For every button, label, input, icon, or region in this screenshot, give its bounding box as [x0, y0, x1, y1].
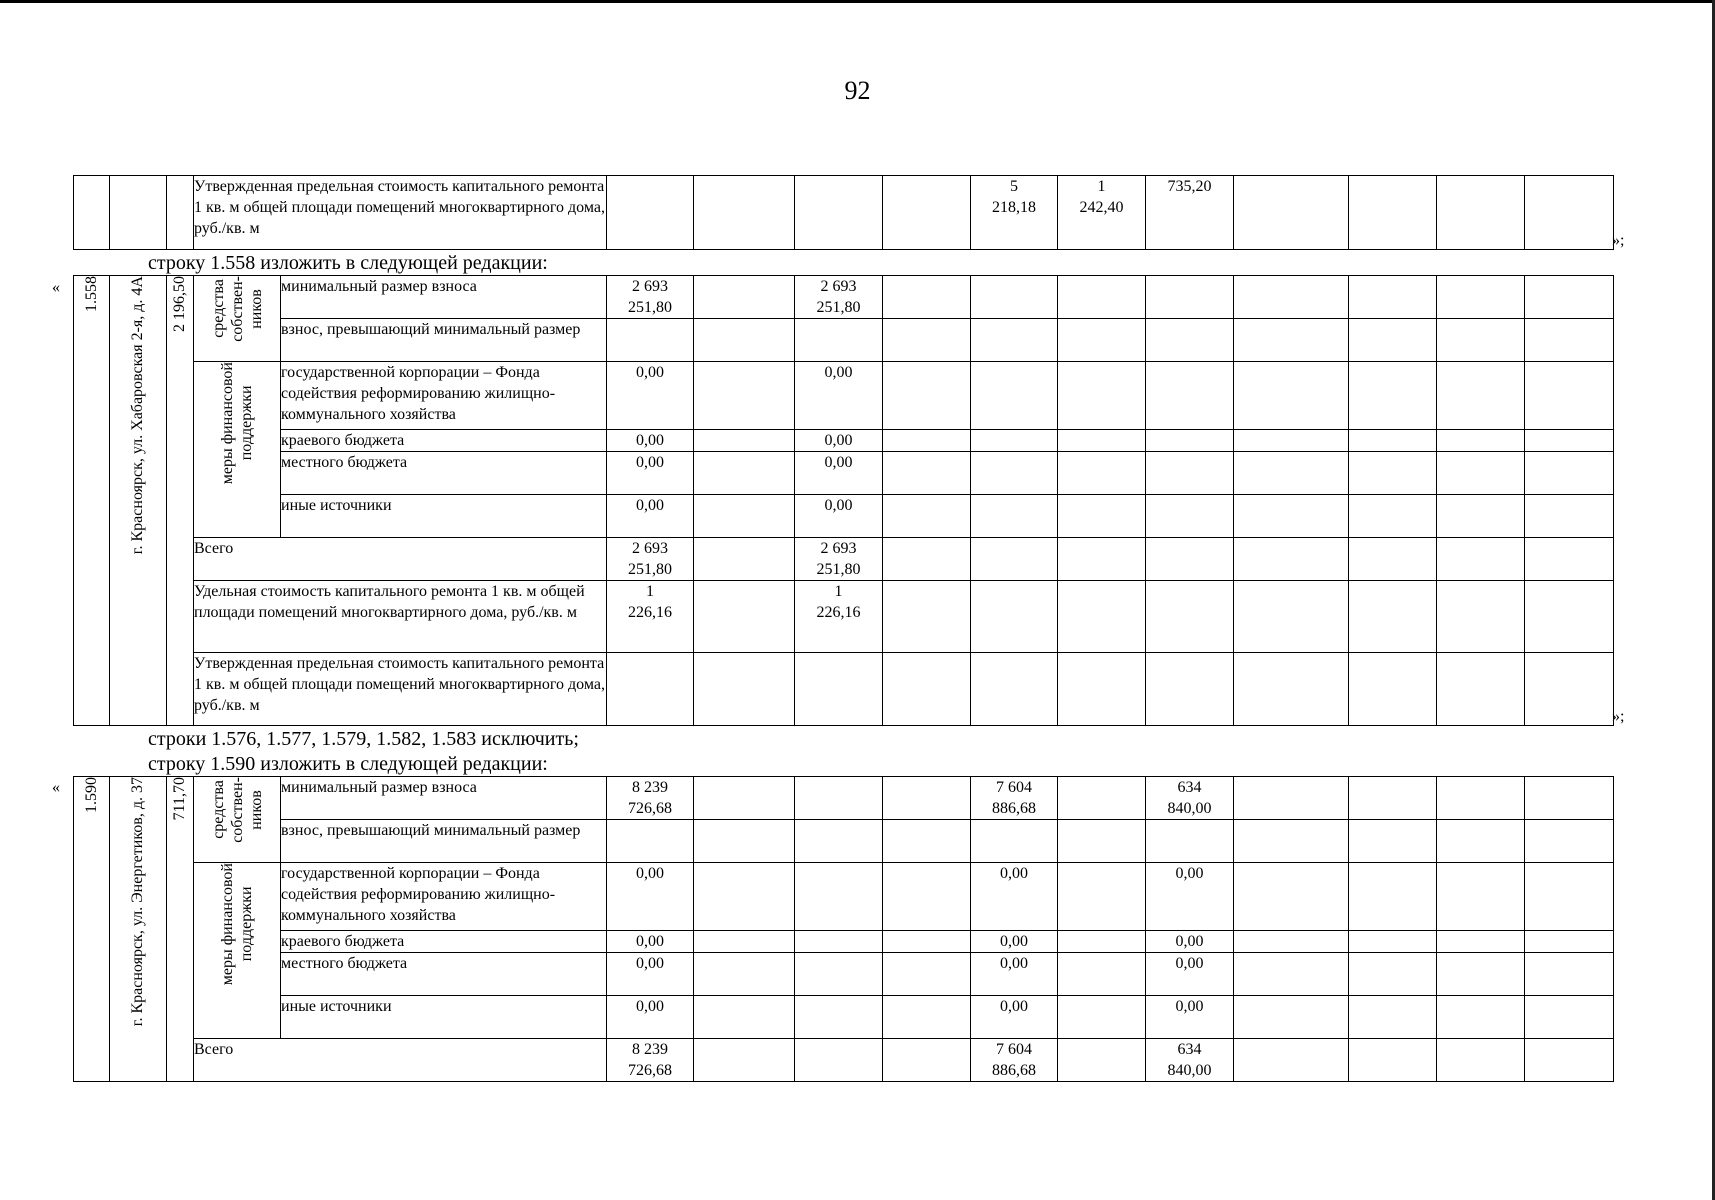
cell: [1146, 820, 1234, 863]
opening-quote: «: [52, 779, 60, 796]
cell: [694, 430, 795, 452]
cell: [1234, 362, 1349, 430]
cell: [1437, 276, 1525, 319]
cell: [1437, 319, 1525, 362]
cell: [1525, 276, 1614, 319]
cell: [1234, 996, 1349, 1039]
cell: [607, 820, 694, 863]
support-group-cell: [194, 362, 281, 538]
cell: [971, 538, 1058, 581]
cell: [883, 430, 971, 452]
cell: [1525, 581, 1614, 653]
support-group-label: меры финансовой поддержки: [219, 863, 255, 986]
row-number-cell: [74, 777, 110, 1082]
cell: [1437, 362, 1525, 430]
cell: [795, 820, 883, 863]
cell: [1234, 777, 1349, 820]
cell: [1437, 653, 1525, 726]
cell: [883, 863, 971, 931]
instruction-edit-1590: строку 1.590 изложить в следующей редакции:: [148, 753, 548, 775]
cell: [1437, 820, 1525, 863]
cell: [883, 538, 971, 581]
value-cell: 0,00: [1146, 931, 1234, 953]
value-cell: 0,00: [795, 430, 883, 452]
cell: [795, 1039, 883, 1082]
cell: [694, 362, 795, 430]
row-number: 1.590: [82, 777, 100, 813]
cell: [883, 176, 971, 250]
cell: [1234, 653, 1349, 726]
cell: [694, 581, 795, 653]
cell: [1525, 1039, 1614, 1082]
row-label: краевого бюджета: [281, 931, 607, 953]
cell: [694, 996, 795, 1039]
cell: [607, 319, 694, 362]
cell: [1234, 863, 1349, 931]
cell: [971, 820, 1058, 863]
opening-quote: «: [52, 279, 60, 296]
value-cell: 0,00: [795, 362, 883, 430]
value-cell: 0,00: [607, 996, 694, 1039]
cell: [795, 176, 883, 250]
cell: [694, 1039, 795, 1082]
cell: [694, 863, 795, 931]
cell: [110, 176, 167, 250]
row-label: иные источники: [281, 996, 607, 1039]
cell: [795, 931, 883, 953]
cell: [1058, 362, 1146, 430]
cell: [883, 996, 971, 1039]
cell: [1525, 996, 1614, 1039]
cell: [1058, 452, 1146, 495]
closing-quote: »;: [1612, 232, 1625, 249]
owners-group-cell: [194, 777, 281, 863]
cell: [1234, 538, 1349, 581]
value-cell: 634 840,00: [1146, 1039, 1234, 1082]
value-cell: 2 693 251,80: [607, 538, 694, 581]
cell: [1349, 996, 1437, 1039]
closing-quote: »;: [1612, 708, 1625, 725]
address-cell: [110, 777, 167, 1082]
cell: [694, 653, 795, 726]
cell: [1234, 1039, 1349, 1082]
cell: [1437, 1039, 1525, 1082]
area-cell: [167, 276, 194, 726]
row-label: местного бюджета: [281, 953, 607, 996]
cell: [1525, 452, 1614, 495]
cell: [883, 777, 971, 820]
cell: [1058, 581, 1146, 653]
cell: [795, 996, 883, 1039]
cell: [1349, 362, 1437, 430]
cell: [1234, 319, 1349, 362]
cell: [1349, 452, 1437, 495]
cell: [1437, 538, 1525, 581]
cell: [1437, 495, 1525, 538]
cell: [694, 176, 795, 250]
row-number: 1.558: [82, 276, 100, 312]
cell: [1349, 495, 1437, 538]
cell: [795, 863, 883, 931]
cell: [694, 538, 795, 581]
cell: [1349, 820, 1437, 863]
cell: [694, 820, 795, 863]
value-cell: 0,00: [607, 362, 694, 430]
cell: [883, 820, 971, 863]
cell: [1234, 953, 1349, 996]
cell: [694, 452, 795, 495]
value-cell: 0,00: [607, 430, 694, 452]
cell: [883, 653, 971, 726]
cell: [1525, 176, 1614, 250]
row-label: минимальный размер взноса: [281, 777, 607, 820]
cell: [1437, 176, 1525, 250]
cell: [1525, 319, 1614, 362]
cell: [1234, 276, 1349, 319]
cell: [1234, 931, 1349, 953]
value-cell: 0,00: [795, 495, 883, 538]
cell: [694, 777, 795, 820]
address: г. Красноярск, ул. Энергетиков, д. 37: [129, 777, 146, 1027]
cell: [883, 319, 971, 362]
cell: [1525, 495, 1614, 538]
cell: [795, 319, 883, 362]
row-label: взнос, превышающий минимальный размер: [281, 820, 607, 863]
cell: [1525, 362, 1614, 430]
cell: [883, 953, 971, 996]
cell: [1234, 495, 1349, 538]
value-cell: 0,00: [971, 996, 1058, 1039]
cell: [971, 452, 1058, 495]
cell: [1525, 953, 1614, 996]
total-label: Всего: [194, 1039, 607, 1082]
value-cell: 8 239 726,68: [607, 777, 694, 820]
cell: [1525, 777, 1614, 820]
support-group-cell: [194, 863, 281, 1039]
cell: [1349, 276, 1437, 319]
cell: [1146, 538, 1234, 581]
owners-group-cell: [194, 276, 281, 362]
top-border-line: [0, 0, 1715, 3]
row-label: местного бюджета: [281, 452, 607, 495]
area: 2 196,50: [171, 276, 188, 332]
row-number-cell: [74, 276, 110, 726]
cell: [795, 777, 883, 820]
cell: [1058, 777, 1146, 820]
cell: [74, 176, 110, 250]
total-label: Всего: [194, 538, 607, 581]
cell: [1058, 495, 1146, 538]
cell: [607, 176, 694, 250]
cell: [1146, 276, 1234, 319]
value-cell: 0,00: [971, 953, 1058, 996]
cell: [1058, 953, 1146, 996]
row-label: минимальный размер взноса: [281, 276, 607, 319]
support-group-label: меры финансовой поддержки: [219, 362, 255, 485]
row-label: краевого бюджета: [281, 430, 607, 452]
cell: [1525, 538, 1614, 581]
cell: [1146, 319, 1234, 362]
value-cell: 0,00: [1146, 953, 1234, 996]
value-cell: 7 604 886,68: [971, 777, 1058, 820]
cell: [1058, 931, 1146, 953]
address: г. Красноярск, ул. Хабаровская 2-я, д. 4А: [129, 276, 146, 555]
cell: [1437, 996, 1525, 1039]
instruction-edit-1558: строку 1.558 изложить в следующей редакции:: [148, 252, 548, 274]
cell: [795, 653, 883, 726]
value-cell: 2 693 251,80: [795, 538, 883, 581]
cell: [694, 931, 795, 953]
row-label: государственной корпорации – Фонда содействия реформированию жилищно-коммунального хозяйства: [281, 362, 607, 430]
value-cell: 2 693 251,80: [607, 276, 694, 319]
value-cell: 0,00: [971, 863, 1058, 931]
cell: [971, 653, 1058, 726]
page-number: 92: [844, 76, 871, 105]
cell: [1146, 653, 1234, 726]
cell: [971, 495, 1058, 538]
row-label: взнос, превышающий минимальный размер: [281, 319, 607, 362]
value-cell: 8 239 726,68: [607, 1039, 694, 1082]
cell: [1058, 863, 1146, 931]
cell: [883, 276, 971, 319]
table-fragment: [73, 175, 1614, 250]
value-cell: 2 693 251,80: [795, 276, 883, 319]
value-cell: 0,00: [607, 931, 694, 953]
cell: [1349, 581, 1437, 653]
value-cell: 0,00: [607, 863, 694, 931]
fragment-label: Утвержденная предельная стоимость капитального ремонта 1 кв. м общей площади помещений многоквартирного дома, руб./кв. м: [194, 176, 607, 250]
cell: [1349, 319, 1437, 362]
cell: [1146, 362, 1234, 430]
table-row-1558: [73, 275, 1614, 726]
cell: [1349, 653, 1437, 726]
cell: [1349, 538, 1437, 581]
value-cell: 1 226,16: [607, 581, 694, 653]
cell: [1349, 863, 1437, 931]
cell: [1234, 452, 1349, 495]
cell: [1437, 931, 1525, 953]
cell: [694, 953, 795, 996]
value-cell: 0,00: [795, 452, 883, 495]
cell: [1146, 581, 1234, 653]
cell: [1058, 538, 1146, 581]
value-cell: 7 604 886,68: [971, 1039, 1058, 1082]
owners-group-label: средства собствен- ников: [209, 276, 265, 342]
cell: [971, 319, 1058, 362]
cell: [1349, 1039, 1437, 1082]
cell: [1437, 777, 1525, 820]
cell: [1437, 863, 1525, 931]
cell: [1525, 820, 1614, 863]
cell: [1525, 653, 1614, 726]
cell: [1146, 495, 1234, 538]
row-label: иные источники: [281, 495, 607, 538]
cell: [795, 953, 883, 996]
value-cell: 5 218,18: [971, 176, 1058, 250]
cell: [1058, 276, 1146, 319]
area: 711,70: [171, 777, 188, 821]
value-cell: 0,00: [607, 953, 694, 996]
value-cell: 0,00: [607, 495, 694, 538]
cell: [1349, 953, 1437, 996]
cell: [1058, 430, 1146, 452]
unit-cost-label: Удельная стоимость капитального ремонта 1 кв. м общей площади помещений многоквартирного дома, руб./кв. м: [194, 581, 607, 653]
cell: [1234, 430, 1349, 452]
cell: [607, 653, 694, 726]
cell: [883, 1039, 971, 1082]
cell: [694, 495, 795, 538]
cell: [1058, 319, 1146, 362]
cell: [694, 319, 795, 362]
cell: [1349, 931, 1437, 953]
value-cell: 1 226,16: [795, 581, 883, 653]
value-cell: 634 840,00: [1146, 777, 1234, 820]
cell: [1525, 931, 1614, 953]
cell: [1146, 430, 1234, 452]
cell: [1234, 176, 1349, 250]
value-cell: 0,00: [1146, 863, 1234, 931]
cell: [1525, 863, 1614, 931]
cell: [167, 176, 194, 250]
cell: [883, 931, 971, 953]
cell: [1058, 996, 1146, 1039]
cell: [1437, 581, 1525, 653]
cell: [1234, 820, 1349, 863]
address-cell: [110, 276, 167, 726]
value-cell: 0,00: [607, 452, 694, 495]
cell: [1058, 820, 1146, 863]
cell: [883, 362, 971, 430]
table-row-1590: [73, 776, 1614, 1082]
cell: [1146, 452, 1234, 495]
cell: [1234, 581, 1349, 653]
cell: [1525, 430, 1614, 452]
cell: [1058, 1039, 1146, 1082]
cell: [883, 495, 971, 538]
value-cell: 735,20: [1146, 176, 1234, 250]
value-cell: 0,00: [971, 931, 1058, 953]
area-cell: [167, 777, 194, 1082]
cell: [694, 276, 795, 319]
cell: [971, 430, 1058, 452]
cell: [1437, 953, 1525, 996]
owners-group-label: средства собствен- ников: [209, 777, 265, 843]
cell: [971, 276, 1058, 319]
cell: [1349, 777, 1437, 820]
cell: [883, 581, 971, 653]
instruction-exclude-rows: строки 1.576, 1.577, 1.579, 1.582, 1.583 исключить;: [148, 728, 579, 750]
cell: [971, 581, 1058, 653]
row-label: государственной корпорации – Фонда содействия реформированию жилищно-коммунального хозяйства: [281, 863, 607, 931]
cell: [1058, 653, 1146, 726]
value-cell: 1 242,40: [1058, 176, 1146, 250]
cell: [883, 452, 971, 495]
cell: [971, 362, 1058, 430]
value-cell: 0,00: [1146, 996, 1234, 1039]
cell: [1349, 430, 1437, 452]
cell: [1437, 452, 1525, 495]
cell: [1437, 430, 1525, 452]
cell: [1349, 176, 1437, 250]
limit-cost-label: Утвержденная предельная стоимость капитального ремонта 1 кв. м общей площади помещений многоквартирного дома, руб./кв. м: [194, 653, 607, 726]
